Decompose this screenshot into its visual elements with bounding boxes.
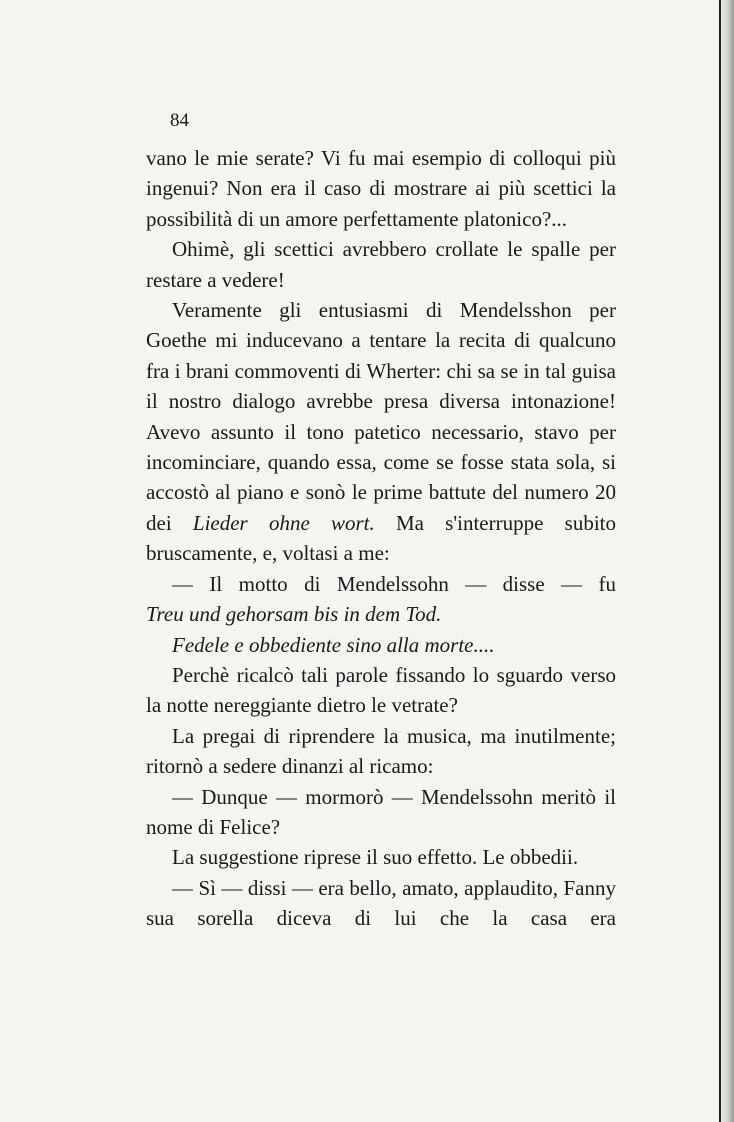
quote-italian: Fedele e obbediente sino alla morte.... <box>172 632 495 657</box>
paragraph-3-tail: Ma s'interruppe subito bruscamente, e, voltasi a me: <box>146 510 617 566</box>
page-edge-line <box>719 0 721 1122</box>
paragraph-3-text: Veramente gli entusiasmi di Mendelsshon per Goethe mi inducevano a tentare la recita di qualcuno fra i brani commoventi di Wherter: chi sa se in tal guisa il nostro dialogo avrebbe presa diversa intonazione! Avevo assunto il tono patetico necessario, stavo per incominciare, quando essa, come se fosse stata sola, si accostò al piano e sonò le prime battute del numero 20 dei <box>146 298 616 535</box>
paragraph-3-italic: Lieder ohne wort. <box>192 510 375 535</box>
paragraph-2: Ohimè, gli scettici avrebbero crollate le spalle per restare a vedere! <box>146 237 616 292</box>
paragraph-1: vano le mie serate? Vi fu mai esempio di colloqui più ingenui? Non era il caso di mostrare ai più scettici la possibilità di un amore perfettamente platonico?... <box>146 146 616 231</box>
paragraph-7: Perchè ricalcò tali parole fissando lo sguardo verso la notte nereggiante dietro le vetrate? <box>146 662 616 718</box>
paragraph-9: — Dunque — mormorò — Mendelssohn meritò il nome di Felice? <box>146 784 616 839</box>
paragraph-6 <box>146 630 616 660</box>
page-number: 84 <box>170 110 189 131</box>
body-text <box>146 143 616 934</box>
paragraph-3 <box>146 295 616 569</box>
paragraph-4: — Il motto di Mendelssohn — disse — fu <box>172 571 616 596</box>
paragraph-8: La pregai di riprendere la musica, ma inutilmente; ritornò a sedere dinanzi al ricamo: <box>146 723 616 779</box>
quote-german: Treu und gehorsam bis in dem Tod. <box>146 602 442 627</box>
paragraph-10: La suggestione riprese il suo effetto. Le obbedii. <box>172 845 579 870</box>
paragraph-5 <box>146 599 616 629</box>
paragraph-11: — Sì — dissi — era bello, amato, applaudito, Fanny sua sorella diceva di lui che la casa era <box>146 875 616 931</box>
